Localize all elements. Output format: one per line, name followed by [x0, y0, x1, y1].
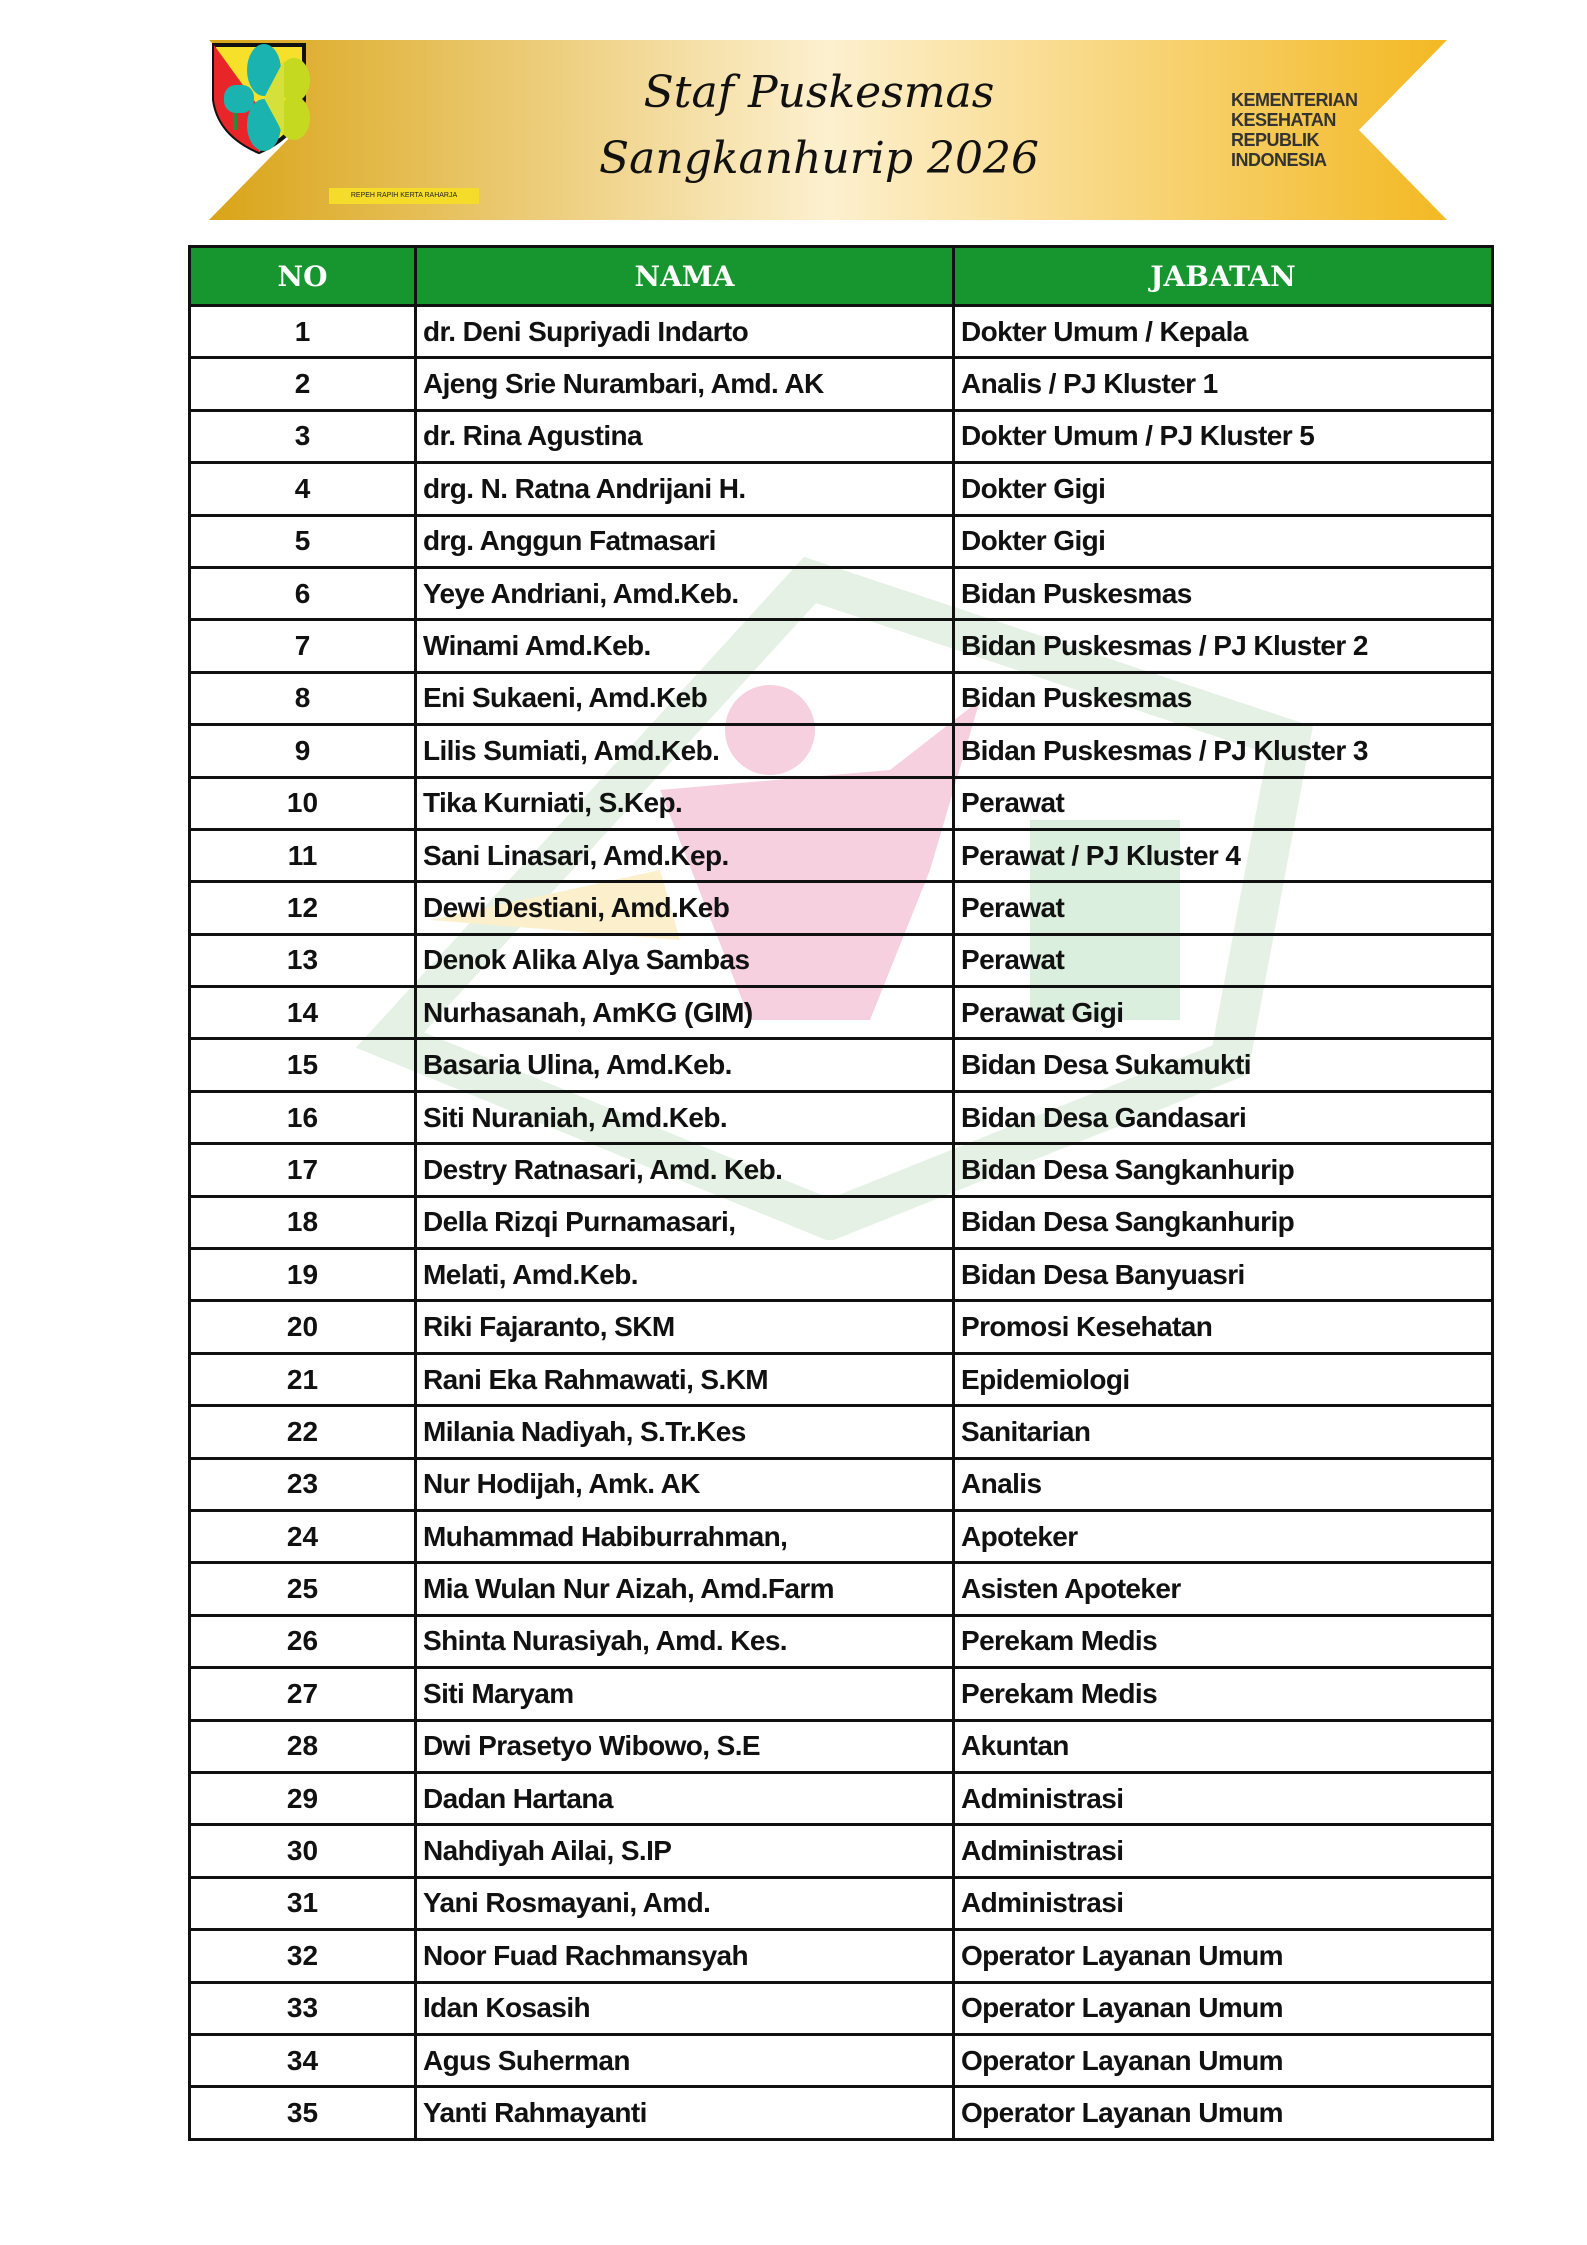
cell-no: 9 [190, 725, 416, 777]
cell-jabatan: Bidan Puskesmas / PJ Kluster 3 [954, 725, 1493, 777]
cell-nama: Idan Kosasih [416, 1982, 954, 2034]
table-row [190, 1825, 1493, 1877]
cell-nama: dr. Deni Supriyadi Indarto [416, 306, 954, 358]
cell-jabatan: Akuntan [954, 1720, 1493, 1772]
cell-no: 10 [190, 777, 416, 829]
table-row [190, 1668, 1493, 1720]
table-row [190, 620, 1493, 672]
cell-no: 4 [190, 463, 416, 515]
cell-jabatan: Dokter Umum / Kepala [954, 306, 1493, 358]
cell-jabatan: Operator Layanan Umum [954, 1930, 1493, 1982]
cell-jabatan: Perawat / PJ Kluster 4 [954, 829, 1493, 881]
cell-nama: Melati, Amd.Keb. [416, 1249, 954, 1301]
cell-nama: Della Rizqi Purnamasari, [416, 1196, 954, 1248]
cell-no: 26 [190, 1615, 416, 1667]
cell-jabatan: Perawat [954, 882, 1493, 934]
cell-no: 30 [190, 1825, 416, 1877]
cell-no: 24 [190, 1510, 416, 1562]
cell-nama: Dadan Hartana [416, 1772, 954, 1824]
table-row [190, 1510, 1493, 1562]
table-row [190, 987, 1493, 1039]
cell-no: 22 [190, 1406, 416, 1458]
cell-jabatan: Analis / PJ Kluster 1 [954, 358, 1493, 410]
cell-no: 15 [190, 1039, 416, 1091]
table-row [190, 1877, 1493, 1929]
cell-nama: Nahdiyah Ailai, S.IP [416, 1825, 954, 1877]
cell-nama: Winami Amd.Keb. [416, 620, 954, 672]
cell-nama: Rani Eka Rahmawati, S.KM [416, 1353, 954, 1405]
cell-no: 2 [190, 358, 416, 410]
cell-nama: Muhammad Habiburrahman, [416, 1510, 954, 1562]
cell-jabatan: Operator Layanan Umum [954, 1982, 1493, 2034]
cell-jabatan: Bidan Desa Sukamukti [954, 1039, 1493, 1091]
cell-jabatan: Bidan Desa Sangkanhurip [954, 1196, 1493, 1248]
cell-no: 28 [190, 1720, 416, 1772]
table-row [190, 829, 1493, 881]
cell-nama: Nurhasanah, AmKG (GIM) [416, 987, 954, 1039]
cell-nama: Siti Nuraniah, Amd.Keb. [416, 1091, 954, 1143]
table-row [190, 1301, 1493, 1353]
cell-jabatan: Perekam Medis [954, 1615, 1493, 1667]
cell-jabatan: Administrasi [954, 1877, 1493, 1929]
cell-nama: Denok Alika Alya Sambas [416, 934, 954, 986]
cell-no: 34 [190, 2034, 416, 2086]
cell-no: 18 [190, 1196, 416, 1248]
cell-nama: Riki Fajaranto, SKM [416, 1301, 954, 1353]
table-row [190, 777, 1493, 829]
page-title [549, 60, 1089, 192]
table-row [190, 725, 1493, 777]
cell-nama: Yeye Andriani, Amd.Keb. [416, 567, 954, 619]
cell-nama: Lilis Sumiati, Amd.Keb. [416, 725, 954, 777]
header-banner [209, 40, 1447, 220]
cell-nama: dr. Rina Agustina [416, 410, 954, 462]
cell-no: 27 [190, 1668, 416, 1720]
crest-motto: REPEH RAPIH KERTA RAHARJA [329, 188, 479, 204]
cell-nama: Shinta Nurasiyah, Amd. Kes. [416, 1615, 954, 1667]
cell-no: 3 [190, 410, 416, 462]
cell-nama: Nur Hodijah, Amk. AK [416, 1458, 954, 1510]
cell-no: 20 [190, 1301, 416, 1353]
table-row [190, 1772, 1493, 1824]
cell-nama: Destry Ratnasari, Amd. Keb. [416, 1144, 954, 1196]
table-row [190, 410, 1493, 462]
cell-no: 16 [190, 1091, 416, 1143]
cell-no: 33 [190, 1982, 416, 2034]
table-row [190, 882, 1493, 934]
cell-nama: Tika Kurniati, S.Kep. [416, 777, 954, 829]
table-row [190, 1196, 1493, 1248]
cell-jabatan: Dokter Umum / PJ Kluster 5 [954, 410, 1493, 462]
table-row [190, 1930, 1493, 1982]
cell-jabatan: Dokter Gigi [954, 463, 1493, 515]
column-header-no: NO [190, 247, 416, 306]
table-row [190, 358, 1493, 410]
table-row [190, 1982, 1493, 2034]
cell-jabatan: Bidan Puskesmas [954, 672, 1493, 724]
cell-nama: Ajeng Srie Nurambari, Amd. AK [416, 358, 954, 410]
cell-no: 21 [190, 1353, 416, 1405]
cell-no: 31 [190, 1877, 416, 1929]
table-row [190, 1249, 1493, 1301]
table-row [190, 1144, 1493, 1196]
table-row [190, 1091, 1493, 1143]
cell-jabatan: Perawat [954, 777, 1493, 829]
kemenkes-line: KEMENTERIAN [1231, 90, 1358, 110]
table-row [190, 515, 1493, 567]
kemenkes-line: REPUBLIK [1231, 130, 1320, 150]
cell-nama: Yanti Rahmayanti [416, 2087, 954, 2139]
table-row [190, 2087, 1493, 2139]
cell-no: 19 [190, 1249, 416, 1301]
cell-no: 29 [190, 1772, 416, 1824]
cell-jabatan: Promosi Kesehatan [954, 1301, 1493, 1353]
column-header-nama: NAMA [416, 247, 954, 306]
cell-nama: drg. N. Ratna Andrijani H. [416, 463, 954, 515]
table-row [190, 567, 1493, 619]
staff-table [188, 245, 1494, 2141]
kemenkes-logo [209, 40, 319, 155]
cell-jabatan: Administrasi [954, 1772, 1493, 1824]
cell-nama: Eni Sukaeni, Amd.Keb [416, 672, 954, 724]
cell-nama: Noor Fuad Rachmansyah [416, 1930, 954, 1982]
cell-nama: Mia Wulan Nur Aizah, Amd.Farm [416, 1563, 954, 1615]
table-row [190, 306, 1493, 358]
cell-jabatan: Sanitarian [954, 1406, 1493, 1458]
cell-jabatan: Bidan Puskesmas [954, 567, 1493, 619]
cell-jabatan: Epidemiologi [954, 1353, 1493, 1405]
table-row [190, 1039, 1493, 1091]
cell-no: 17 [190, 1144, 416, 1196]
table-row [190, 1406, 1493, 1458]
cell-jabatan: Bidan Desa Banyuasri [954, 1249, 1493, 1301]
cell-jabatan: Perawat Gigi [954, 987, 1493, 1039]
cell-nama: Siti Maryam [416, 1668, 954, 1720]
cell-jabatan: Operator Layanan Umum [954, 2034, 1493, 2086]
kemenkes-line: KESEHATAN [1231, 110, 1336, 130]
cell-nama: drg. Anggun Fatmasari [416, 515, 954, 567]
table-row [190, 1353, 1493, 1405]
table-row [190, 934, 1493, 986]
cell-nama: Yani Rosmayani, Amd. [416, 1877, 954, 1929]
table-row [190, 1563, 1493, 1615]
cell-jabatan: Perekam Medis [954, 1668, 1493, 1720]
cell-jabatan: Apoteker [954, 1510, 1493, 1562]
cell-nama: Dwi Prasetyo Wibowo, S.E [416, 1720, 954, 1772]
kemenkes-text [1231, 90, 1358, 170]
cell-jabatan: Perawat [954, 934, 1493, 986]
cell-no: 5 [190, 515, 416, 567]
table-row [190, 1458, 1493, 1510]
cell-jabatan: Asisten Apoteker [954, 1563, 1493, 1615]
title-line-1: Staf Puskesmas [643, 67, 995, 118]
cell-jabatan: Dokter Gigi [954, 515, 1493, 567]
column-header-jabatan: JABATAN [954, 247, 1493, 306]
cell-no: 7 [190, 620, 416, 672]
cell-no: 13 [190, 934, 416, 986]
table-header-row [190, 247, 1493, 306]
cell-jabatan: Bidan Puskesmas / PJ Kluster 2 [954, 620, 1493, 672]
cell-nama: Dewi Destiani, Amd.Keb [416, 882, 954, 934]
title-line-2: Sangkanhurip 2026 [598, 133, 1040, 184]
cell-jabatan: Bidan Desa Gandasari [954, 1091, 1493, 1143]
cell-no: 12 [190, 882, 416, 934]
cell-jabatan: Operator Layanan Umum [954, 2087, 1493, 2139]
cell-no: 25 [190, 1563, 416, 1615]
cell-no: 23 [190, 1458, 416, 1510]
cell-no: 32 [190, 1930, 416, 1982]
kemenkes-line: INDONESIA [1231, 150, 1327, 170]
cell-no: 8 [190, 672, 416, 724]
table-row [190, 463, 1493, 515]
cell-jabatan: Bidan Desa Sangkanhurip [954, 1144, 1493, 1196]
cell-nama: Sani Linasari, Amd.Kep. [416, 829, 954, 881]
table-row [190, 672, 1493, 724]
table-row [190, 1720, 1493, 1772]
cell-no: 14 [190, 987, 416, 1039]
cell-nama: Milania Nadiyah, S.Tr.Kes [416, 1406, 954, 1458]
cell-nama: Agus Suherman [416, 2034, 954, 2086]
cell-no: 6 [190, 567, 416, 619]
cell-no: 35 [190, 2087, 416, 2139]
cell-jabatan: Administrasi [954, 1825, 1493, 1877]
table-row [190, 1615, 1493, 1667]
cell-no: 11 [190, 829, 416, 881]
cell-no: 1 [190, 306, 416, 358]
table-row [190, 2034, 1493, 2086]
cell-nama: Basaria Ulina, Amd.Keb. [416, 1039, 954, 1091]
cell-jabatan: Analis [954, 1458, 1493, 1510]
